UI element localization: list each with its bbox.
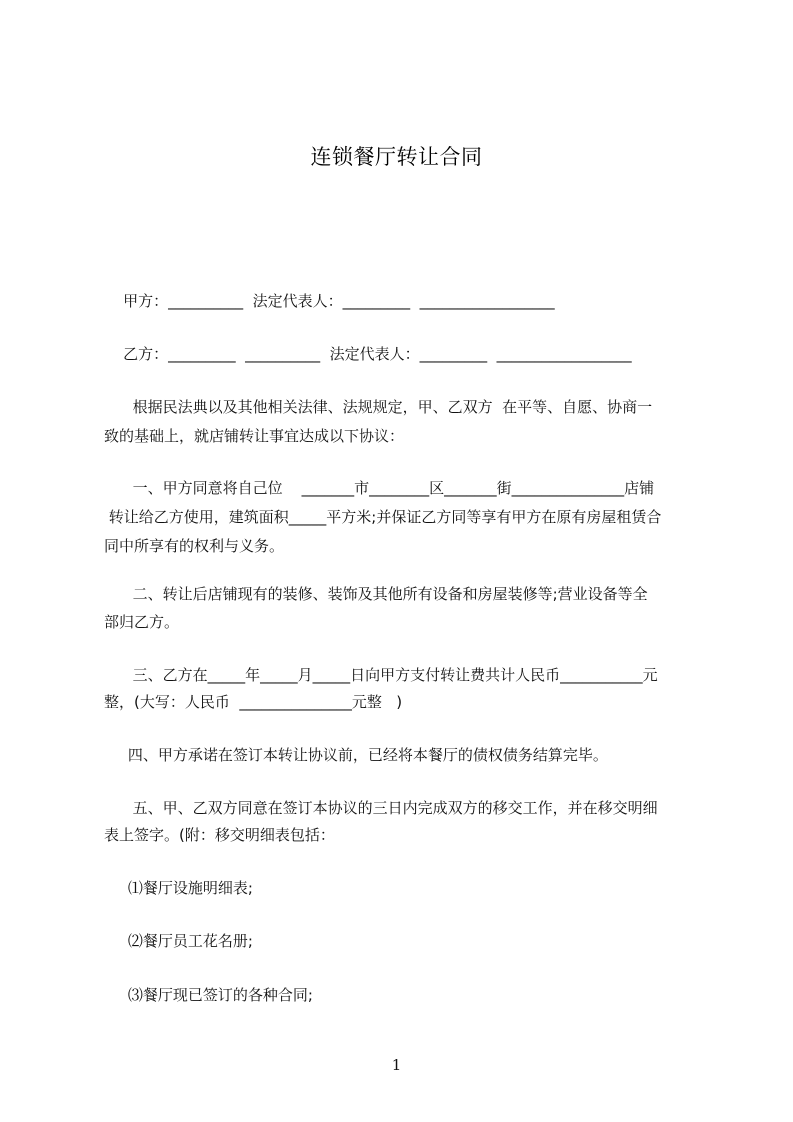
clause-2-line-2: 部归乙方。 bbox=[104, 613, 180, 631]
preamble-line-2: 致的基础上，就店铺转让事宜达成以下协议： bbox=[104, 427, 405, 445]
party-b-line: 乙方：_________ __________ 法定代表人：_________ __________________ bbox=[104, 345, 632, 363]
document-title: 连锁餐厅转让合同 bbox=[310, 145, 483, 169]
clause-5-line-1: 五、甲、乙双方同意在签订本协议的三日内完成双方的移交工作，并在移交明细 bbox=[104, 799, 658, 817]
page-number: 1 bbox=[391, 1056, 402, 1074]
party-a-line: 甲方：__________ 法定代表人：_________ __________________ bbox=[104, 292, 555, 310]
clause-2-line-1: 二、转让后店铺现有的装修、装饰及其他所有设备和房屋装修等;营业设备等全 bbox=[104, 585, 648, 603]
clause-3-line-2: 整，(大写：人民币 _______________元整 ) bbox=[104, 693, 403, 711]
appendix-item-1: ⑴餐厅设施明细表; bbox=[104, 879, 253, 897]
clause-1-line-3: 同中所享有的权利与义务。 bbox=[104, 537, 285, 555]
appendix-item-2: ⑵餐厅员工花名册; bbox=[104, 932, 253, 950]
clause-1-line-2: 转让给乙方使用，建筑面积_____平方米;并保证乙方同等享有甲方在原有房屋租赁合 bbox=[104, 508, 662, 526]
clause-3-line-1: 三、乙方在_____年_____月_____日向甲方支付转让费共计人民币___________元 bbox=[104, 666, 658, 684]
clause-4-line: 四、甲方承诺在签订本转让协议前，已经将本餐厅的债权债务结算完毕。 bbox=[104, 746, 608, 764]
clause-1-line-1: 一、甲方同意将自己位 _______市________区_______街_______________店铺 bbox=[104, 479, 655, 497]
clause-5-line-2: 表上签字。(附：移交明细表包括： bbox=[104, 826, 335, 844]
appendix-item-3: ⑶餐厅现已签订的各种合同; bbox=[104, 986, 313, 1004]
preamble-line-1: 根据民法典以及其他相关法律、法规规定，甲、乙双方 在平等、自愿、协商一 bbox=[104, 398, 653, 416]
